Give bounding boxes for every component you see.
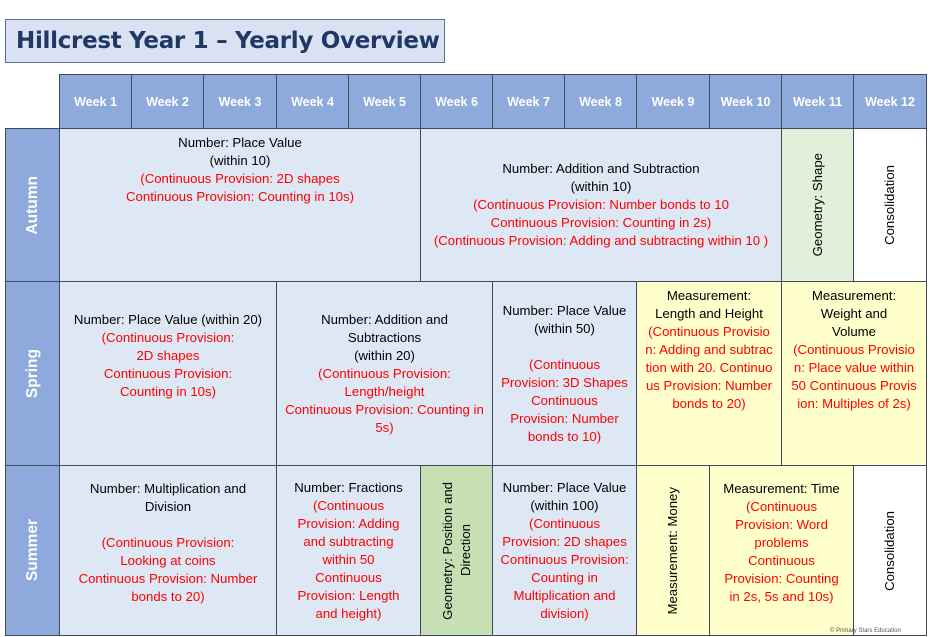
autumn-geometry-shape-label: Geometry: Shape [809,153,825,257]
summer-place-value-100-cp: (Continuous Provision: 2D shapes Continuous Provision: Counting in Multiplication and division) [500,515,629,621]
summer-multiplication-division [59,465,277,636]
term-autumn [5,128,60,282]
spring-length-height [636,281,782,466]
spring-place-value-50 [492,281,637,466]
spring-place-value-cp1: (Continuous Provision: [101,330,235,345]
spring-weight-volume [781,281,927,466]
spring-length-cp: (Continuous Provision: Adding and subtraction with 20. Continuous Provision: Number bonds to 20) [645,324,773,411]
spring-length-title: Measurement: Length and Height [655,288,763,321]
term-summer-label: Summer [23,519,41,582]
term-autumn-label: Autumn [23,175,41,235]
summer-position-label-1: Geometry: Position and [439,481,455,620]
spring-place-value-50-cp: (Continuous Provision: 3D Shapes Continuous Provision: Number bonds to 10) [501,356,628,444]
autumn-place-value-sub: (within 10) [209,153,271,168]
spring-add-sub-sub: (within 20) [354,347,415,363]
copyright-footer: © Primary Stars Education [830,628,901,634]
autumn-place-value-cp2: Continuous Provision: Counting in 10s) [126,189,354,204]
autumn-place-value-cp1: (Continuous Provision: 2D shapes [140,171,340,186]
spring-place-value-cp2: 2D shapes [136,348,200,363]
autumn-add-sub-cp3: (Continuous Provision: Adding and subtracting within 10 ) [433,233,769,248]
page-title-box [5,19,445,63]
week-header-9: Week 9 [636,74,710,129]
autumn-geometry-shape [781,128,854,282]
autumn-addition-subtraction [420,128,782,282]
week-header-12: Week 12 [853,74,927,129]
summer-mult-cp1: (Continuous Provision: Looking at coins [101,535,235,568]
spring-place-value [59,281,277,466]
summer-place-value-100-title: Number: Place Value (within 100) [502,479,627,513]
week-header-8: Week 8 [564,74,637,129]
spring-add-sub-title: Number: Addition and Subtractions [321,311,448,345]
term-spring-label: Spring [23,348,41,399]
autumn-place-value-title: Number: Place Value [178,135,302,150]
week-header-4: Week 4 [276,74,349,129]
autumn-place-value [59,128,421,282]
term-summer [5,465,60,636]
summer-fractions [276,465,421,636]
summer-time [709,465,854,636]
summer-money [636,465,710,636]
week-header-2: Week 2 [131,74,204,129]
summer-time-cp: (Continuous Provision: Word problems Continuous Provision: Counting in 2s, 5s and 10s) [724,499,839,604]
spring-add-sub-cp3: Continuous Provision: Counting in 5s) [285,401,484,435]
week-header-10: Week 10 [709,74,782,129]
summer-fractions-cp: (Continuous Provision: Adding and subtracting within 50 Continuous Provision: Length and height) [297,497,400,621]
autumn-add-sub-cp2: Continuous Provision: Counting in 2s) [490,215,712,230]
week-header-11: Week 11 [781,74,854,129]
autumn-consolidation-label: Consolidation [882,165,897,245]
week-header-6: Week 6 [420,74,493,129]
spring-weight-title: Measurement: Weight and Volume [811,288,897,339]
week-header-7: Week 7 [492,74,565,129]
autumn-add-sub-cp1: (Continuous Provision: Number bonds to 10 [473,197,729,212]
summer-consolidation [853,465,927,636]
autumn-consolidation [853,128,927,282]
spring-add-sub-cp1: (Continuous Provision: [318,365,451,381]
spring-addition-subtraction [276,281,493,466]
spring-add-sub-cp2: Length/height [344,383,425,399]
summer-geometry-position [420,465,493,636]
spring-place-value-50-title: Number: Place Value (within 50) [502,302,627,336]
summer-fractions-title: Number: Fractions [294,479,403,495]
summer-mult-title: Number: Multiplication and Division [89,481,247,514]
week-header-5: Week 5 [348,74,421,129]
spring-place-value-cp3: Continuous Provision: [103,366,233,381]
autumn-add-sub-sub: (within 10) [570,179,632,194]
summer-place-value-100 [492,465,637,636]
term-spring [5,281,60,466]
week-header-1: Week 1 [59,74,132,129]
spring-weight-cp: (Continuous Provision: Place value within 50 Continuous Provision: Multiples of 2s) [791,342,917,411]
summer-consolidation-label: Consolidation [882,510,897,591]
summer-time-title: Measurement: Time [723,481,840,496]
week-header-3: Week 3 [203,74,277,129]
summer-position-label-2: Direction [457,524,473,577]
summer-money-label: Measurement: Money [665,486,680,615]
spring-place-value-title: Number: Place Value (within 20) [73,312,263,327]
spring-place-value-cp4: Counting in 10s) [119,384,217,399]
autumn-add-sub-title: Number: Addition and Subtraction [502,161,700,176]
summer-mult-cp2: Continuous Provision: Number bonds to 20) [78,571,258,604]
page-title: Hillcrest Year 1 – Yearly Overview [16,28,440,54]
